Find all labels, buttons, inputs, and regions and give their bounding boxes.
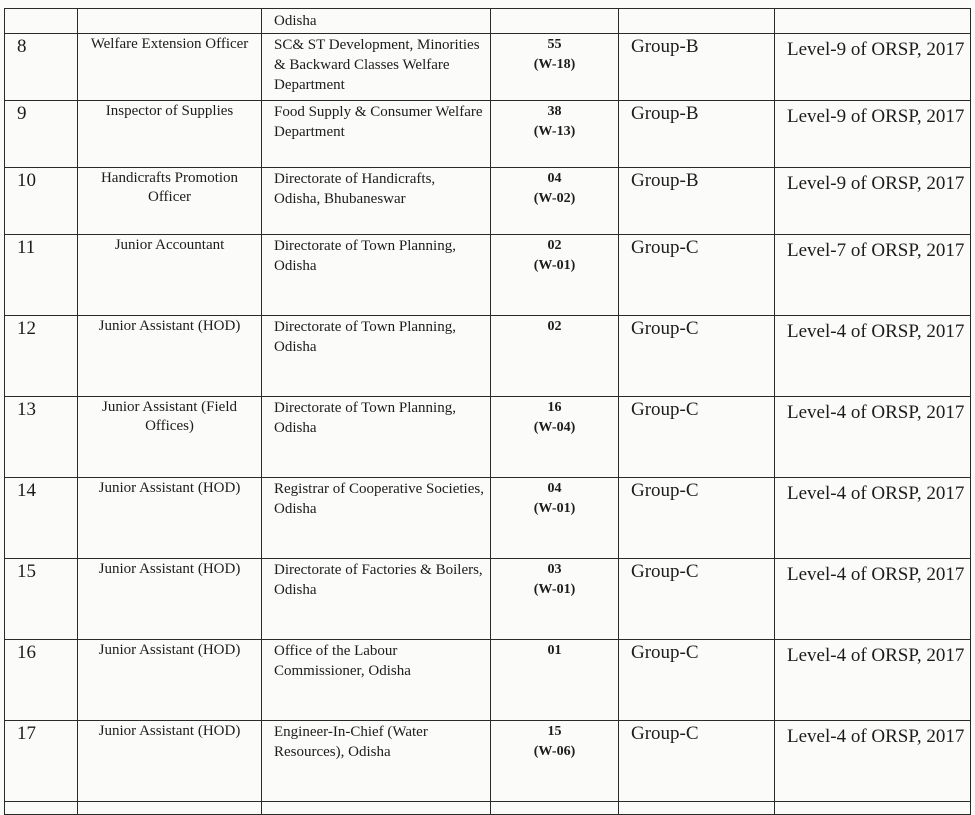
group-cell: Group-C bbox=[619, 559, 775, 640]
vacancy-cell bbox=[491, 235, 619, 316]
vacancy-count: 04 bbox=[547, 171, 562, 186]
department-cell: Directorate of Town Planning, Odisha bbox=[262, 316, 491, 397]
women-vacancy: (W-13) bbox=[533, 124, 576, 139]
serial-number: 13 bbox=[5, 397, 78, 478]
table-row-cutoff bbox=[5, 802, 971, 815]
group-cell: Group-C bbox=[619, 397, 775, 478]
post-name: Junior Accountant bbox=[78, 235, 262, 316]
pay-level-cell: Level-4 of ORSP, 2017 bbox=[775, 640, 971, 721]
table-row bbox=[5, 34, 971, 101]
table-row bbox=[5, 397, 971, 478]
vacancy-cell bbox=[491, 559, 619, 640]
vacancy-count: 16 bbox=[547, 400, 562, 415]
vacancy-count: 38 bbox=[547, 104, 562, 119]
serial-number: 17 bbox=[5, 721, 78, 802]
post-name: Junior Assistant (HOD) bbox=[78, 478, 262, 559]
serial-number: 15 bbox=[5, 559, 78, 640]
vacancy-count: 02 bbox=[547, 238, 562, 253]
pay-level-cell: Level-9 of ORSP, 2017 bbox=[775, 34, 971, 101]
post-name: Junior Assistant (HOD) bbox=[78, 721, 262, 802]
table-row bbox=[5, 640, 971, 721]
women-vacancy: (W-18) bbox=[533, 57, 576, 72]
serial-number: 8 bbox=[5, 34, 78, 101]
women-vacancy: (W-01) bbox=[533, 501, 576, 516]
vacancy-cell bbox=[491, 478, 619, 559]
table-row bbox=[5, 168, 971, 235]
post-name: Junior Assistant (HOD) bbox=[78, 316, 262, 397]
department-cell: Directorate of Town Planning, Odisha bbox=[262, 397, 491, 478]
table-row bbox=[5, 478, 971, 559]
group-cell: Group-B bbox=[619, 168, 775, 235]
post-name: Inspector of Supplies bbox=[78, 101, 262, 168]
serial-number: 11 bbox=[5, 235, 78, 316]
department-cell: Odisha bbox=[262, 9, 491, 34]
vacancy-count: 02 bbox=[547, 319, 562, 334]
pay-level-cell: Level-7 of ORSP, 2017 bbox=[775, 235, 971, 316]
vacancy-cell bbox=[491, 316, 619, 397]
group-cell: Group-C bbox=[619, 721, 775, 802]
department-cell: Office of the Labour Commissioner, Odisha bbox=[262, 640, 491, 721]
posts-table bbox=[4, 8, 971, 815]
vacancy-count: 55 bbox=[547, 37, 562, 52]
serial-number: 10 bbox=[5, 168, 78, 235]
post-name: Junior Assistant (HOD) bbox=[78, 559, 262, 640]
group-cell: Group-C bbox=[619, 316, 775, 397]
department-cell: Directorate of Handicrafts, Odisha, Bhubaneswar bbox=[262, 168, 491, 235]
vacancy-cell bbox=[491, 397, 619, 478]
group-cell: Group-C bbox=[619, 640, 775, 721]
department-cell: Food Supply & Consumer Welfare Department bbox=[262, 101, 491, 168]
group-cell: Group-B bbox=[619, 34, 775, 101]
department-cell: SC& ST Development, Minorities & Backward Classes Welfare Department bbox=[262, 34, 491, 101]
pay-level-cell: Level-4 of ORSP, 2017 bbox=[775, 397, 971, 478]
serial-number: 16 bbox=[5, 640, 78, 721]
vacancy-count: 15 bbox=[547, 724, 562, 739]
serial-number: 12 bbox=[5, 316, 78, 397]
table-row bbox=[5, 101, 971, 168]
pay-level-cell: Level-4 of ORSP, 2017 bbox=[775, 316, 971, 397]
serial-number: 9 bbox=[5, 101, 78, 168]
post-name: Junior Assistant (HOD) bbox=[78, 640, 262, 721]
vacancy-cell bbox=[491, 640, 619, 721]
group-cell: Group-C bbox=[619, 235, 775, 316]
department-cell: Directorate of Town Planning, Odisha bbox=[262, 235, 491, 316]
women-vacancy: (W-01) bbox=[533, 258, 576, 273]
table-row bbox=[5, 316, 971, 397]
vacancy-count: 01 bbox=[547, 643, 562, 658]
serial-number: 14 bbox=[5, 478, 78, 559]
department-cell: Engineer-In-Chief (Water Resources), Odisha bbox=[262, 721, 491, 802]
table-row bbox=[5, 235, 971, 316]
table-row bbox=[5, 559, 971, 640]
vacancy-cell bbox=[491, 721, 619, 802]
vacancy-count: 04 bbox=[547, 481, 562, 496]
women-vacancy: (W-06) bbox=[533, 744, 576, 759]
pay-level-cell: Level-9 of ORSP, 2017 bbox=[775, 101, 971, 168]
women-vacancy: (W-04) bbox=[533, 420, 576, 435]
table-row-continued bbox=[5, 9, 971, 34]
women-vacancy: (W-01) bbox=[533, 582, 576, 597]
pay-level-cell: Level-4 of ORSP, 2017 bbox=[775, 478, 971, 559]
pay-level-cell: Level-9 of ORSP, 2017 bbox=[775, 168, 971, 235]
post-name: Handicrafts Promotion Officer bbox=[78, 168, 262, 235]
post-name: Welfare Extension Officer bbox=[78, 34, 262, 101]
post-name: Junior Assistant (Field Offices) bbox=[78, 397, 262, 478]
vacancy-cell bbox=[491, 168, 619, 235]
table-row bbox=[5, 721, 971, 802]
women-vacancy: (W-02) bbox=[533, 191, 576, 206]
department-cell: Directorate of Factories & Boilers, Odisha bbox=[262, 559, 491, 640]
pay-level-cell: Level-4 of ORSP, 2017 bbox=[775, 721, 971, 802]
vacancy-cell bbox=[491, 34, 619, 101]
vacancy-count: 03 bbox=[547, 562, 562, 577]
group-cell: Group-B bbox=[619, 101, 775, 168]
department-cell: Registrar of Cooperative Societies, Odisha bbox=[262, 478, 491, 559]
group-cell: Group-C bbox=[619, 478, 775, 559]
vacancy-cell bbox=[491, 101, 619, 168]
pay-level-cell: Level-4 of ORSP, 2017 bbox=[775, 559, 971, 640]
